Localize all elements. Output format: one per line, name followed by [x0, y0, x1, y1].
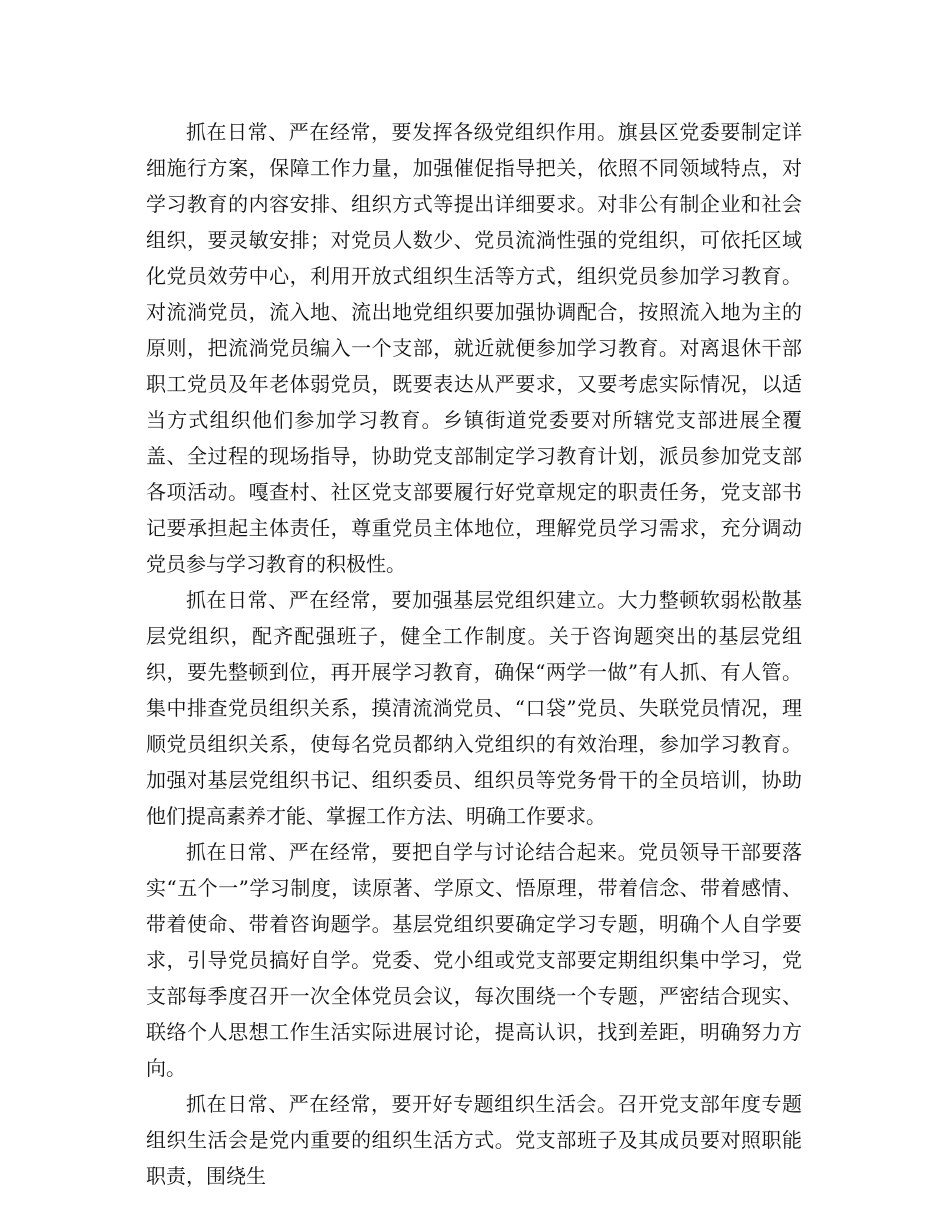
paragraph-2: 抓在日常、严在经常，要加强基层党组织建立。大力整顿软弱松散基层党组织，配齐配强班子，健全工作制度。关于咨询题突出的基层党组织，要先整顿到位，再开展学习教育，确保“两学一做”有人抓、有人管。集中排查党员组织关系，摸清流淌党员、“口袋”党员、失联党员情况，理顺党员组织关系，使每名党员都纳入党组织的有效治理，参加学习教育。加强对基层党组织书记、组织委员、组织员等党务骨干的全员培训，协助他们提高素养才能、掌握工作方法、明确工作要求。 — [146, 588, 802, 828]
document-body — [146, 114, 802, 1194]
paragraph-3: 抓在日常、严在经常，要把自学与讨论结合起来。党员领导干部要落实“五个一”学习制度，读原著、学原文、悟原理，带着信念、带着感情、带着使命、带着咨询题学。基层党组织要确定学习专题，明确个人自学要求，引导党员搞好自学。党委、党小组或党支部要定期组织集中学习，党支部每季度召开一次全体党员会议，每次围绕一个专题，严密结合现实、联络个人思想工作生活实际进展讨论，提高认识，找到差距，明确努力方向。 — [146, 840, 802, 1080]
paragraph-4: 抓在日常、严在经常，要开好专题组织生活会。召开党支部年度专题组织生活会是党内重要的组织生活方式。党支部班子及其成员要对照职能职责，围绕生 — [146, 1092, 802, 1188]
paragraph-1: 抓在日常、严在经常，要发挥各级党组织作用。旗县区党委要制定详细施行方案，保障工作力量，加强催促指导把关，依照不同领域特点，对学习教育的内容安排、组织方式等提出详细要求。对非公有制企业和社会组织，要灵敏安排；对党员人数少、党员流淌性强的党组织，可依托区域化党员效劳中心，利用开放式组织生活等方式，组织党员参加学习教育。对流淌党员，流入地、流出地党组织要加强协调配合，按照流入地为主的原则，把流淌党员编入一个支部，就近就便参加学习教育。对离退休干部职工党员及年老体弱党员，既要表达从严要求，又要考虑实际情况，以适当方式组织他们参加学习教育。乡镇街道党委要对所辖党支部进展全覆盖、全过程的现场指导，协助党支部制定学习教育计划，派员参加党支部各项活动。嘎查村、社区党支部要履行好党章规定的职责任务，党支部书记要承担起主体责任，尊重党员主体地位，理解党员学习需求，充分调动党员参与学习教育的积极性。 — [146, 120, 802, 576]
